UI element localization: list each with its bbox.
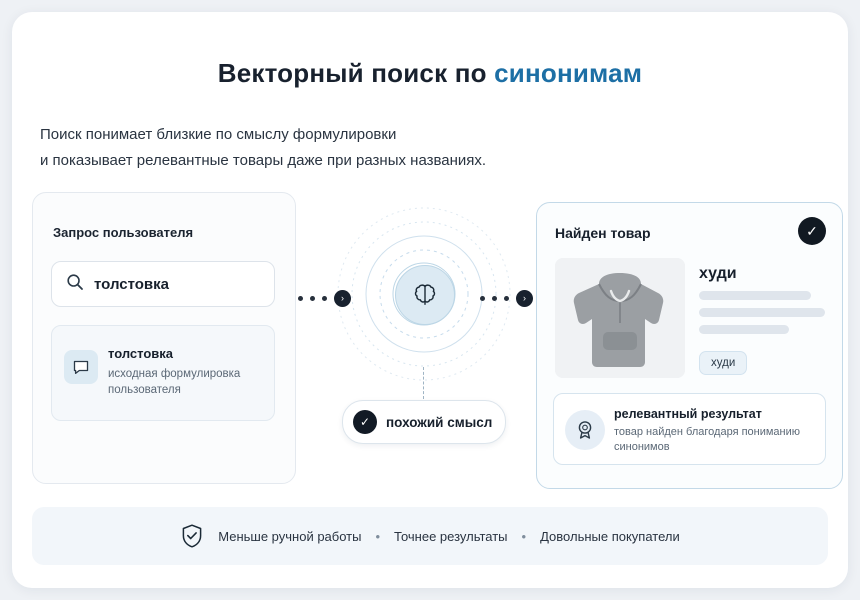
page-title-main: Векторный поиск по [217,58,495,88]
benefit-item-1: Меньше ручной работы [218,528,362,544]
search-icon [66,273,84,296]
original-query-title: толстовка [108,346,173,361]
original-query-card [51,325,275,421]
original-query-desc-line-1: исходная формулировка [108,368,241,380]
flow-dot [480,296,485,301]
chat-bubble-icon [64,350,98,384]
benefit-item-2: Точнее результаты [394,528,508,544]
relevant-result-desc-line-1: товар найден благодаря пониманию [614,426,801,438]
original-query-desc [108,366,266,398]
search-input-value: толстовка [94,275,169,293]
similar-meaning-label: похожий смысл [386,414,493,430]
flow-connector-left [298,290,351,307]
relevant-result-desc [614,425,819,455]
product-name: худи [699,265,737,282]
relevant-result-title: релевантный результат [614,407,762,421]
found-product-panel [536,202,843,489]
benefit-separator: • [375,528,381,544]
skeleton-line [699,325,789,334]
relevant-result-card [553,393,826,465]
page-title [12,58,848,89]
subtitle-line-2: и показывает релевантные товары даже при разных названиях. [40,152,487,169]
subtitle-line-1: Поиск понимает близкие по смыслу формулировки [40,126,397,143]
dashed-connector-vertical [423,367,425,399]
flow-dot [310,296,315,301]
award-badge-icon [565,410,605,450]
skeleton-line [699,308,825,317]
brain-icon [395,265,455,325]
product-image [555,258,685,378]
flow-arrow-right-icon: › [516,290,533,307]
relevant-result-desc-line-2: синонимов [614,441,670,453]
similar-meaning-badge [342,400,506,444]
skeleton-line [699,291,811,300]
search-input[interactable] [51,261,275,307]
flow-connector-right [480,290,533,307]
flow-dot [492,296,497,301]
benefits-footer [32,507,828,565]
user-query-panel [32,192,296,484]
shield-check-icon [180,523,204,549]
page-title-accent: синонимам [494,58,643,88]
user-query-panel-title: Запрос пользователя [53,225,194,240]
found-product-title: Найден товар [555,225,651,241]
semantic-engine-group [312,192,532,482]
page-subtitle [40,122,740,174]
flow-dot [298,296,303,301]
benefit-separator: • [521,528,527,544]
flow-dot [504,296,509,301]
main-card [12,12,848,588]
check-icon: ✓ [353,410,377,434]
flow-arrow-left-icon: › [334,290,351,307]
flow-dot [322,296,327,301]
original-query-desc-line-2: пользователя [108,384,181,396]
check-circle-icon: ✓ [798,217,826,245]
benefit-item-3: Довольные покупатели [540,528,680,544]
product-tag: худи [699,351,747,375]
